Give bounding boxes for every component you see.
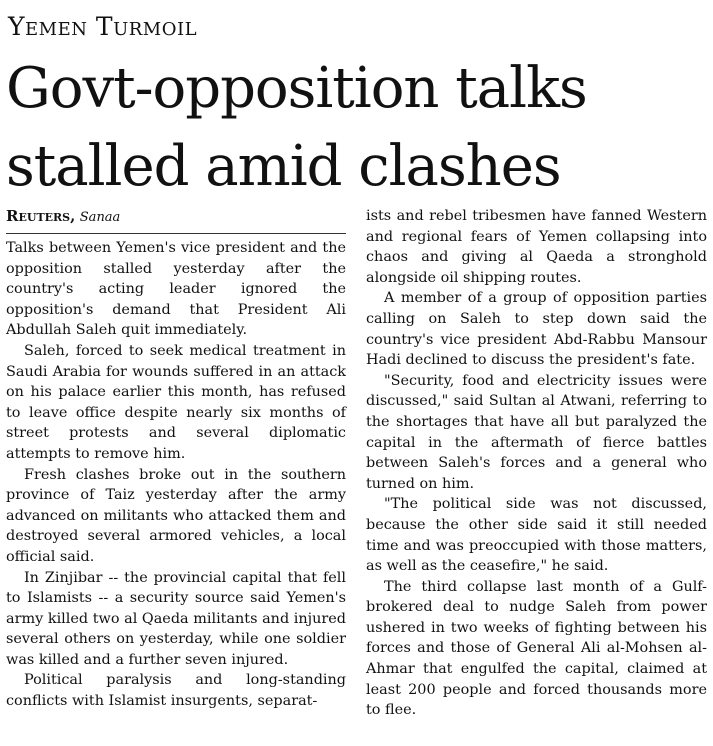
paragraph: "Security, food and electricity issues were discussed," said Sultan al Atwani, referring to the shortages that have all but paralyzed the capital in the aftermath of fierce battles between Saleh's forces and a general who turned on him. xyxy=(366,372,707,492)
byline-agency: Reuters, xyxy=(6,207,76,225)
section-kicker: Yemen Turmoil xyxy=(8,12,198,41)
paragraph: In Zinjibar -- the provincial capital that fell to Islamists -- a security source said Yemen's army killed two al Qaeda militants and injured several others on yesterday, while one soldier was killed and a further seven injured. xyxy=(6,569,346,668)
article-column-right xyxy=(366,206,707,721)
headline-line-2: stalled amid clashes xyxy=(6,134,561,199)
paragraph: The third collapse last month of a Gulf-brokered deal to nudge Saleh from power ushered in two weeks of fighting between his forces and those of General Ali al-Mohsen al-Ahmar that engulfed the capital, claimed at least 200 people and forced thousands more to flee. xyxy=(366,578,707,719)
byline-place: Sanaa xyxy=(79,210,121,225)
paragraph: "The political side was not discussed, because the other side said it still needed time and was preoccupied with those matters, as well as the ceasefire," he said. xyxy=(366,496,707,575)
paragraph: A member of a group of opposition parties calling on Saleh to step down said the country's vice president Abd-Rabbu Mansour Hadi declined to discuss the president's fate. xyxy=(366,290,707,369)
article-column-left xyxy=(6,206,346,712)
paragraph: Fresh clashes broke out in the southern province of Taiz yesterday after the army advanced on militants who attacked them and destroyed several armored vehicles, a local official said. xyxy=(6,466,346,565)
paragraph: Political paralysis and long-standing conflicts with Islamist insurgents, separat- xyxy=(6,672,346,710)
paragraph: Saleh, forced to seek medical treatment in Saudi Arabia for wounds suffered in an attack on his palace earlier this month, has refused to leave office despite nearly six months of street protests and several diplomatic attempts to remove him. xyxy=(6,342,346,462)
paragraph: Talks between Yemen's vice president and the opposition stalled yesterday after the country's acting leader ignored the opposition's demand that President Ali Abdullah Saleh quit immediately. xyxy=(6,240,346,339)
byline xyxy=(6,206,346,234)
headline xyxy=(6,50,706,206)
paragraph: ists and rebel tribesmen have fanned Western and regional fears of Yemen collapsing into chaos and giving al Qaeda a stronghold alongside oil shipping routes. xyxy=(366,208,707,286)
headline-line-1: Govt-opposition talks xyxy=(6,56,587,121)
